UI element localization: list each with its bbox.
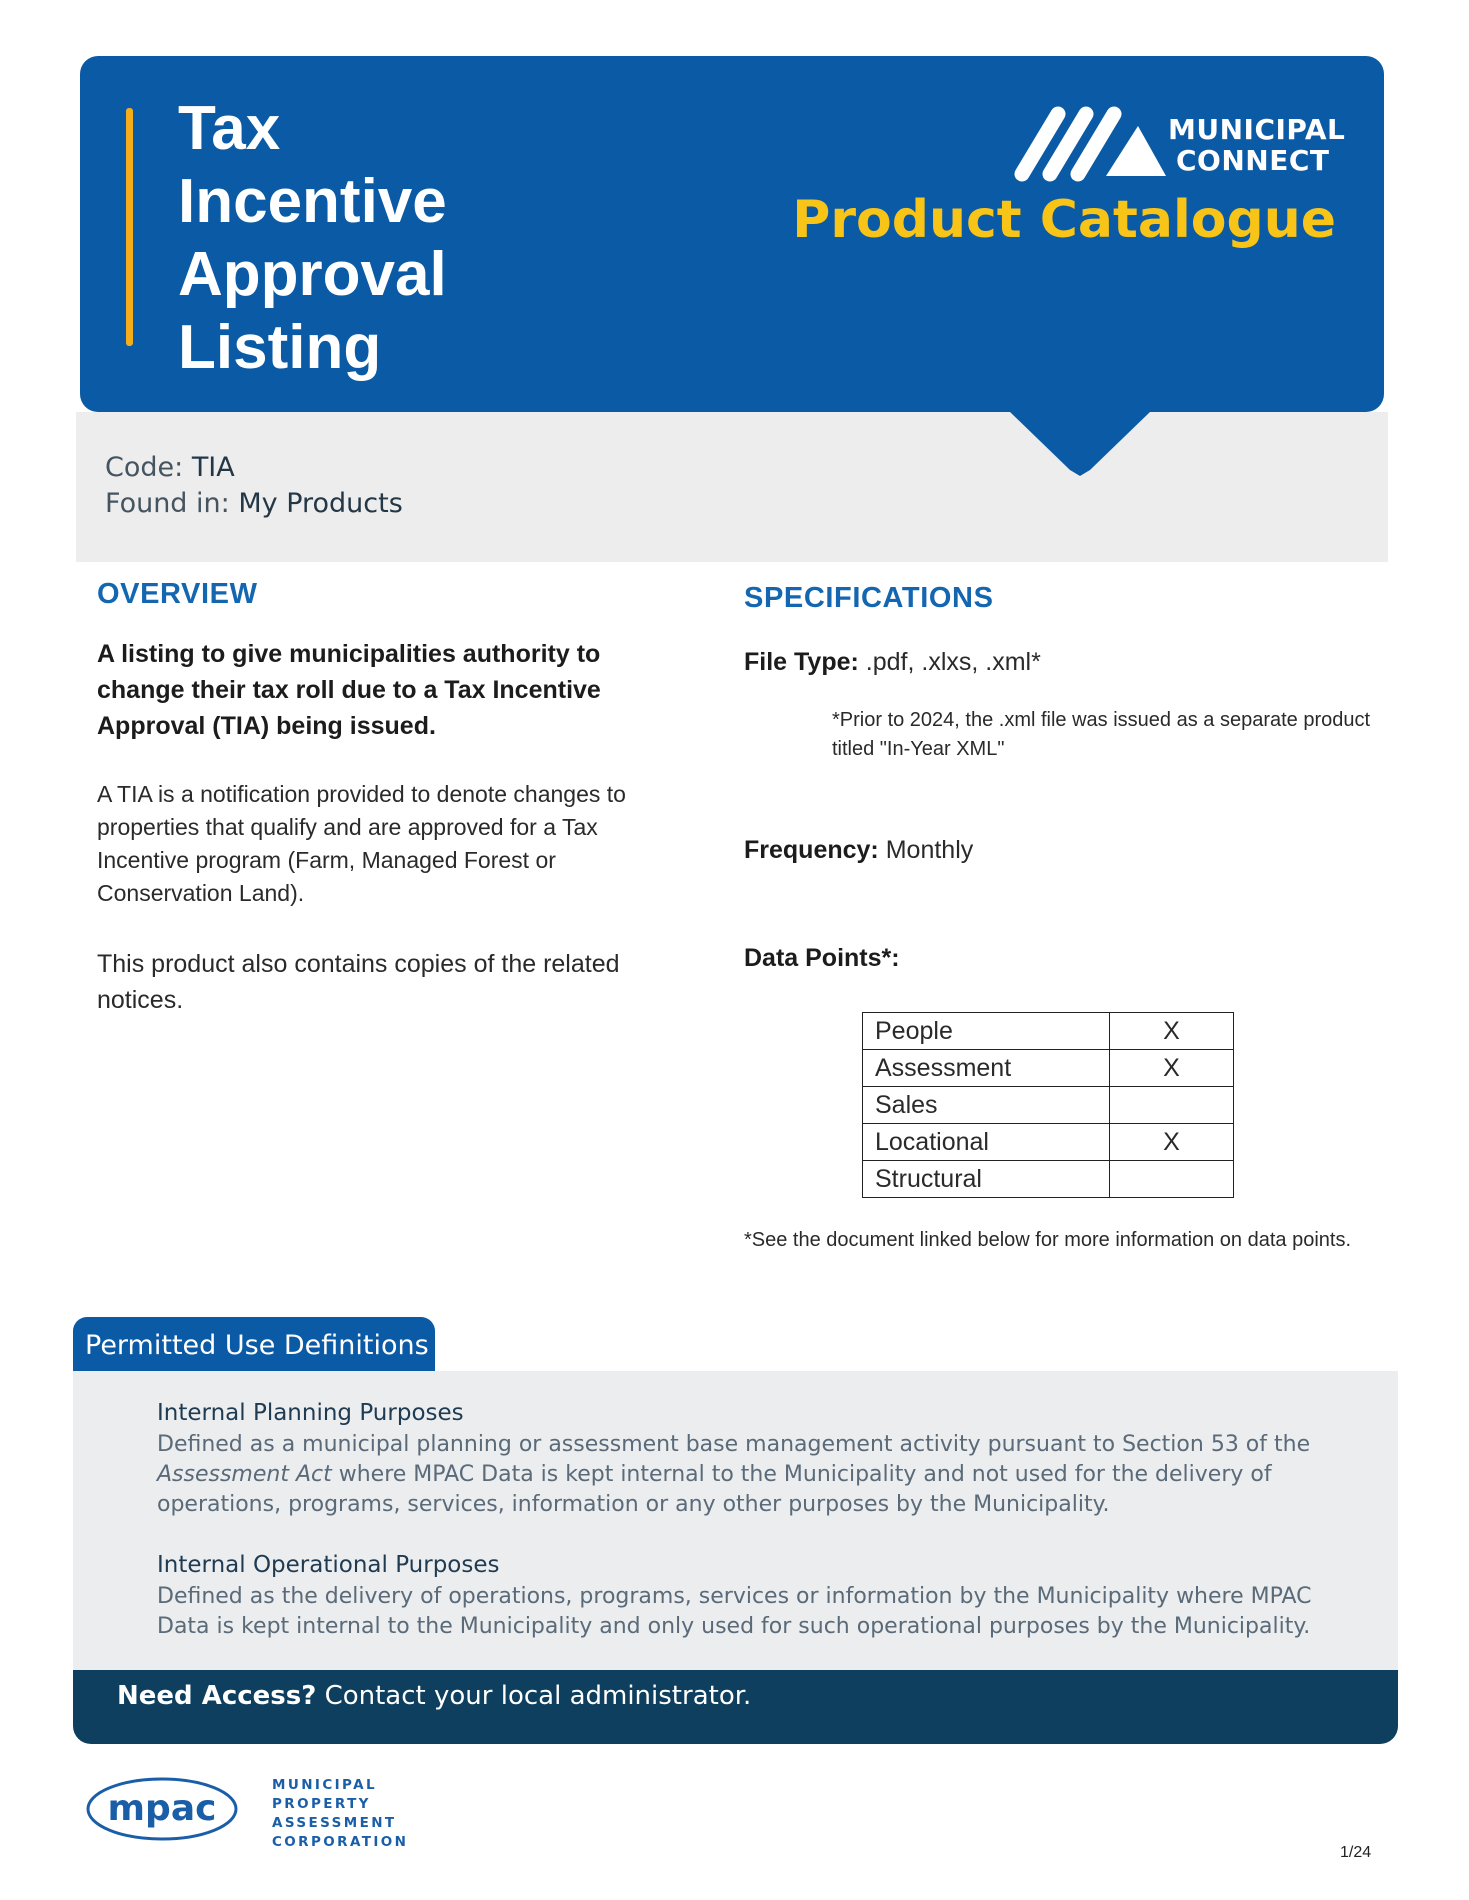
found-value: My Products: [238, 488, 403, 519]
code-band: [76, 412, 1388, 562]
file-type: [744, 648, 1041, 677]
header-accent-bar: [126, 108, 133, 346]
code-value: TIA: [191, 452, 235, 483]
data-point-name: Structural: [863, 1161, 1110, 1198]
overview-body: A TIA is a notification provided to denote changes to properties that qualify and are approved for a Tax Incentive program (Farm, Managed Forest or Conservation Land).: [97, 781, 626, 906]
mpac-logo-icon: [82, 1773, 242, 1847]
mpac-logo-text: mpac: [107, 1788, 217, 1829]
definition-text-part: where MPAC Data is kept internal to the Municipality and not used for the delivery of operations, programs, services, information or any other purposes by the Municipality.: [157, 1462, 1272, 1517]
title-line: Incentive: [178, 167, 447, 236]
frequency-label: Frequency:: [744, 836, 879, 864]
file-type-label: File Type:: [744, 648, 859, 676]
access-text: Contact your local administrator.: [316, 1681, 752, 1711]
frequency-value: Monthly: [885, 836, 974, 864]
data-point-name: Locational: [863, 1124, 1110, 1161]
definition-text: [157, 1430, 1337, 1520]
overview-heading: OVERVIEW: [97, 578, 258, 610]
definition-title: Internal Planning Purposes: [157, 1400, 464, 1426]
specifications-heading: SPECIFICATIONS: [744, 582, 994, 614]
data-point-mark: X: [1110, 1013, 1234, 1050]
corporation-name: [272, 1776, 408, 1852]
title-line: Tax: [178, 94, 281, 163]
table-row: [863, 1161, 1234, 1198]
access-banner: [73, 1670, 1398, 1744]
corporation-name-line: PROPERTY: [272, 1796, 371, 1812]
title-line: Approval: [178, 240, 447, 309]
data-point-mark: X: [1110, 1050, 1234, 1087]
frequency: [744, 836, 973, 865]
data-points-heading: [744, 944, 900, 973]
data-point-name: People: [863, 1013, 1110, 1050]
found-in: [105, 488, 403, 519]
brand-name: [1168, 114, 1345, 176]
product-code: [105, 452, 235, 483]
page-number: 1/24: [1340, 1844, 1372, 1861]
corporation-name-line: ASSESSMENT: [272, 1815, 397, 1831]
xml-note: *Prior to 2024, the .xml file was issued as a separate product titled "In-Year XML": [832, 709, 1371, 760]
permitted-use-tab: Permitted Use Definitions: [73, 1317, 435, 1373]
access-bold: Need Access?: [117, 1681, 317, 1711]
found-label: Found in:: [105, 488, 230, 519]
corporation-name-line: MUNICIPAL: [272, 1777, 377, 1793]
data-points-table: [862, 1012, 1234, 1198]
brand-name-line: MUNICIPAL: [1168, 113, 1346, 146]
title-line: Listing: [178, 313, 382, 382]
data-point-mark: X: [1110, 1124, 1234, 1161]
corporation-name-line: CORPORATION: [272, 1834, 409, 1850]
header-notch: [1008, 410, 1152, 482]
data-point-mark: [1110, 1087, 1234, 1124]
definition-act-name: Assessment Act: [157, 1462, 332, 1487]
code-label: Code:: [105, 452, 184, 483]
table-row: [863, 1050, 1234, 1087]
file-type-value: .pdf, .xlxs, .xml*: [865, 648, 1041, 676]
data-point-name: Assessment: [863, 1050, 1110, 1087]
data-points-footnote: *See the document linked below for more information on data points.: [744, 1229, 1352, 1251]
data-point-mark: [1110, 1161, 1234, 1198]
overview-extra: This product also contains copies of the related notices.: [97, 950, 620, 1014]
product-title: [178, 92, 638, 384]
definition-text: Defined as the delivery of operations, programs, services or information by the Municipality where MPAC Data is kept internal to the Municipality and only used for such operational purposes by the Municipality.: [157, 1584, 1312, 1639]
brand-name-line: CONNECT: [1176, 144, 1330, 177]
table-row: [863, 1087, 1234, 1124]
table-row: [863, 1013, 1234, 1050]
table-row: [863, 1124, 1234, 1161]
definition-title: Internal Operational Purposes: [157, 1552, 500, 1578]
data-points-label: Data Points*:: [744, 944, 900, 972]
definition-text-part: Defined as a municipal planning or assessment base management activity pursuant to Section 53 of the: [157, 1432, 1311, 1457]
catalogue-title: Product Catalogue: [792, 190, 1336, 250]
data-point-name: Sales: [863, 1087, 1110, 1124]
overview-lead: A listing to give municipalities authority to change their tax roll due to a Tax Incentive Approval (TIA) being issued.: [97, 640, 601, 740]
